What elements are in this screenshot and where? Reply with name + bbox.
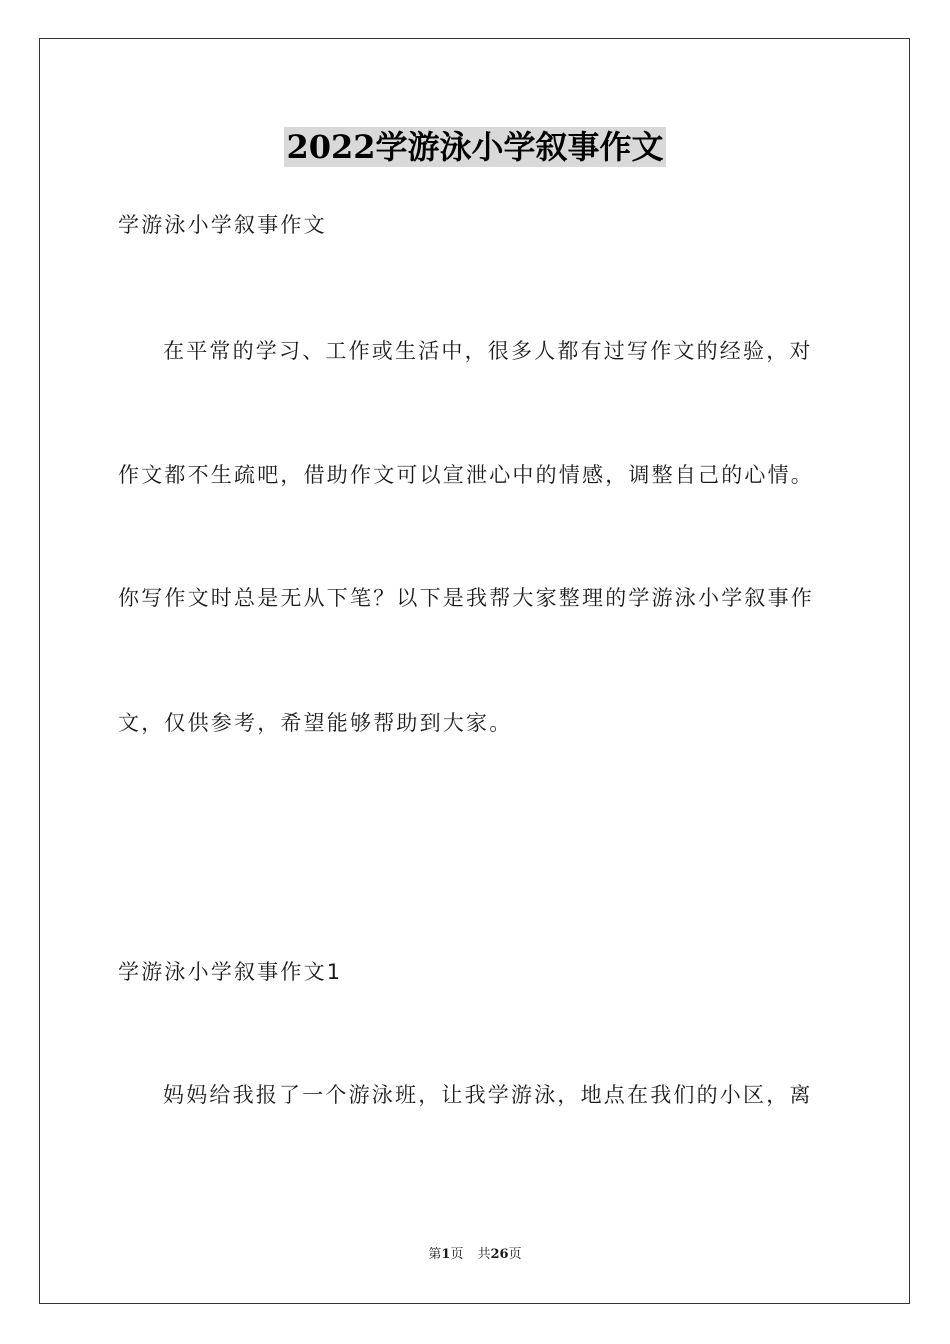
page-footer <box>0 1246 950 1264</box>
intro-line-3: 你写作文时总是无从下笔？以下是我帮大家整理的学游泳小学叙事作 <box>118 586 814 610</box>
total-unit: 页 <box>508 1247 522 1262</box>
section-heading: 学游泳小学叙事作文1 <box>118 960 343 984</box>
document-title: 2022学游泳小学叙事作文 <box>286 128 664 166</box>
intro-line-2: 作文都不生疏吧，借助作文可以宣泄心中的情感，调整自己的心情。 <box>118 463 814 487</box>
intro-line-1: 在平常的学习、工作或生活中，很多人都有过写作文的经验，对 <box>163 339 813 363</box>
document-subtitle: 学游泳小学叙事作文 <box>118 213 327 237</box>
title-container <box>0 127 950 167</box>
page-current: 1 <box>441 1247 451 1262</box>
section-line-1: 妈妈给我报了一个游泳班，让我学游泳，地点在我们的小区，离 <box>163 1083 813 1107</box>
intro-line-4: 文，仅供参考，希望能够帮助到大家。 <box>118 711 513 735</box>
page-prefix: 第 <box>428 1247 442 1262</box>
page-total: 26 <box>490 1247 509 1262</box>
total-prefix: 共 <box>477 1247 491 1262</box>
page-unit: 页 <box>450 1247 464 1262</box>
